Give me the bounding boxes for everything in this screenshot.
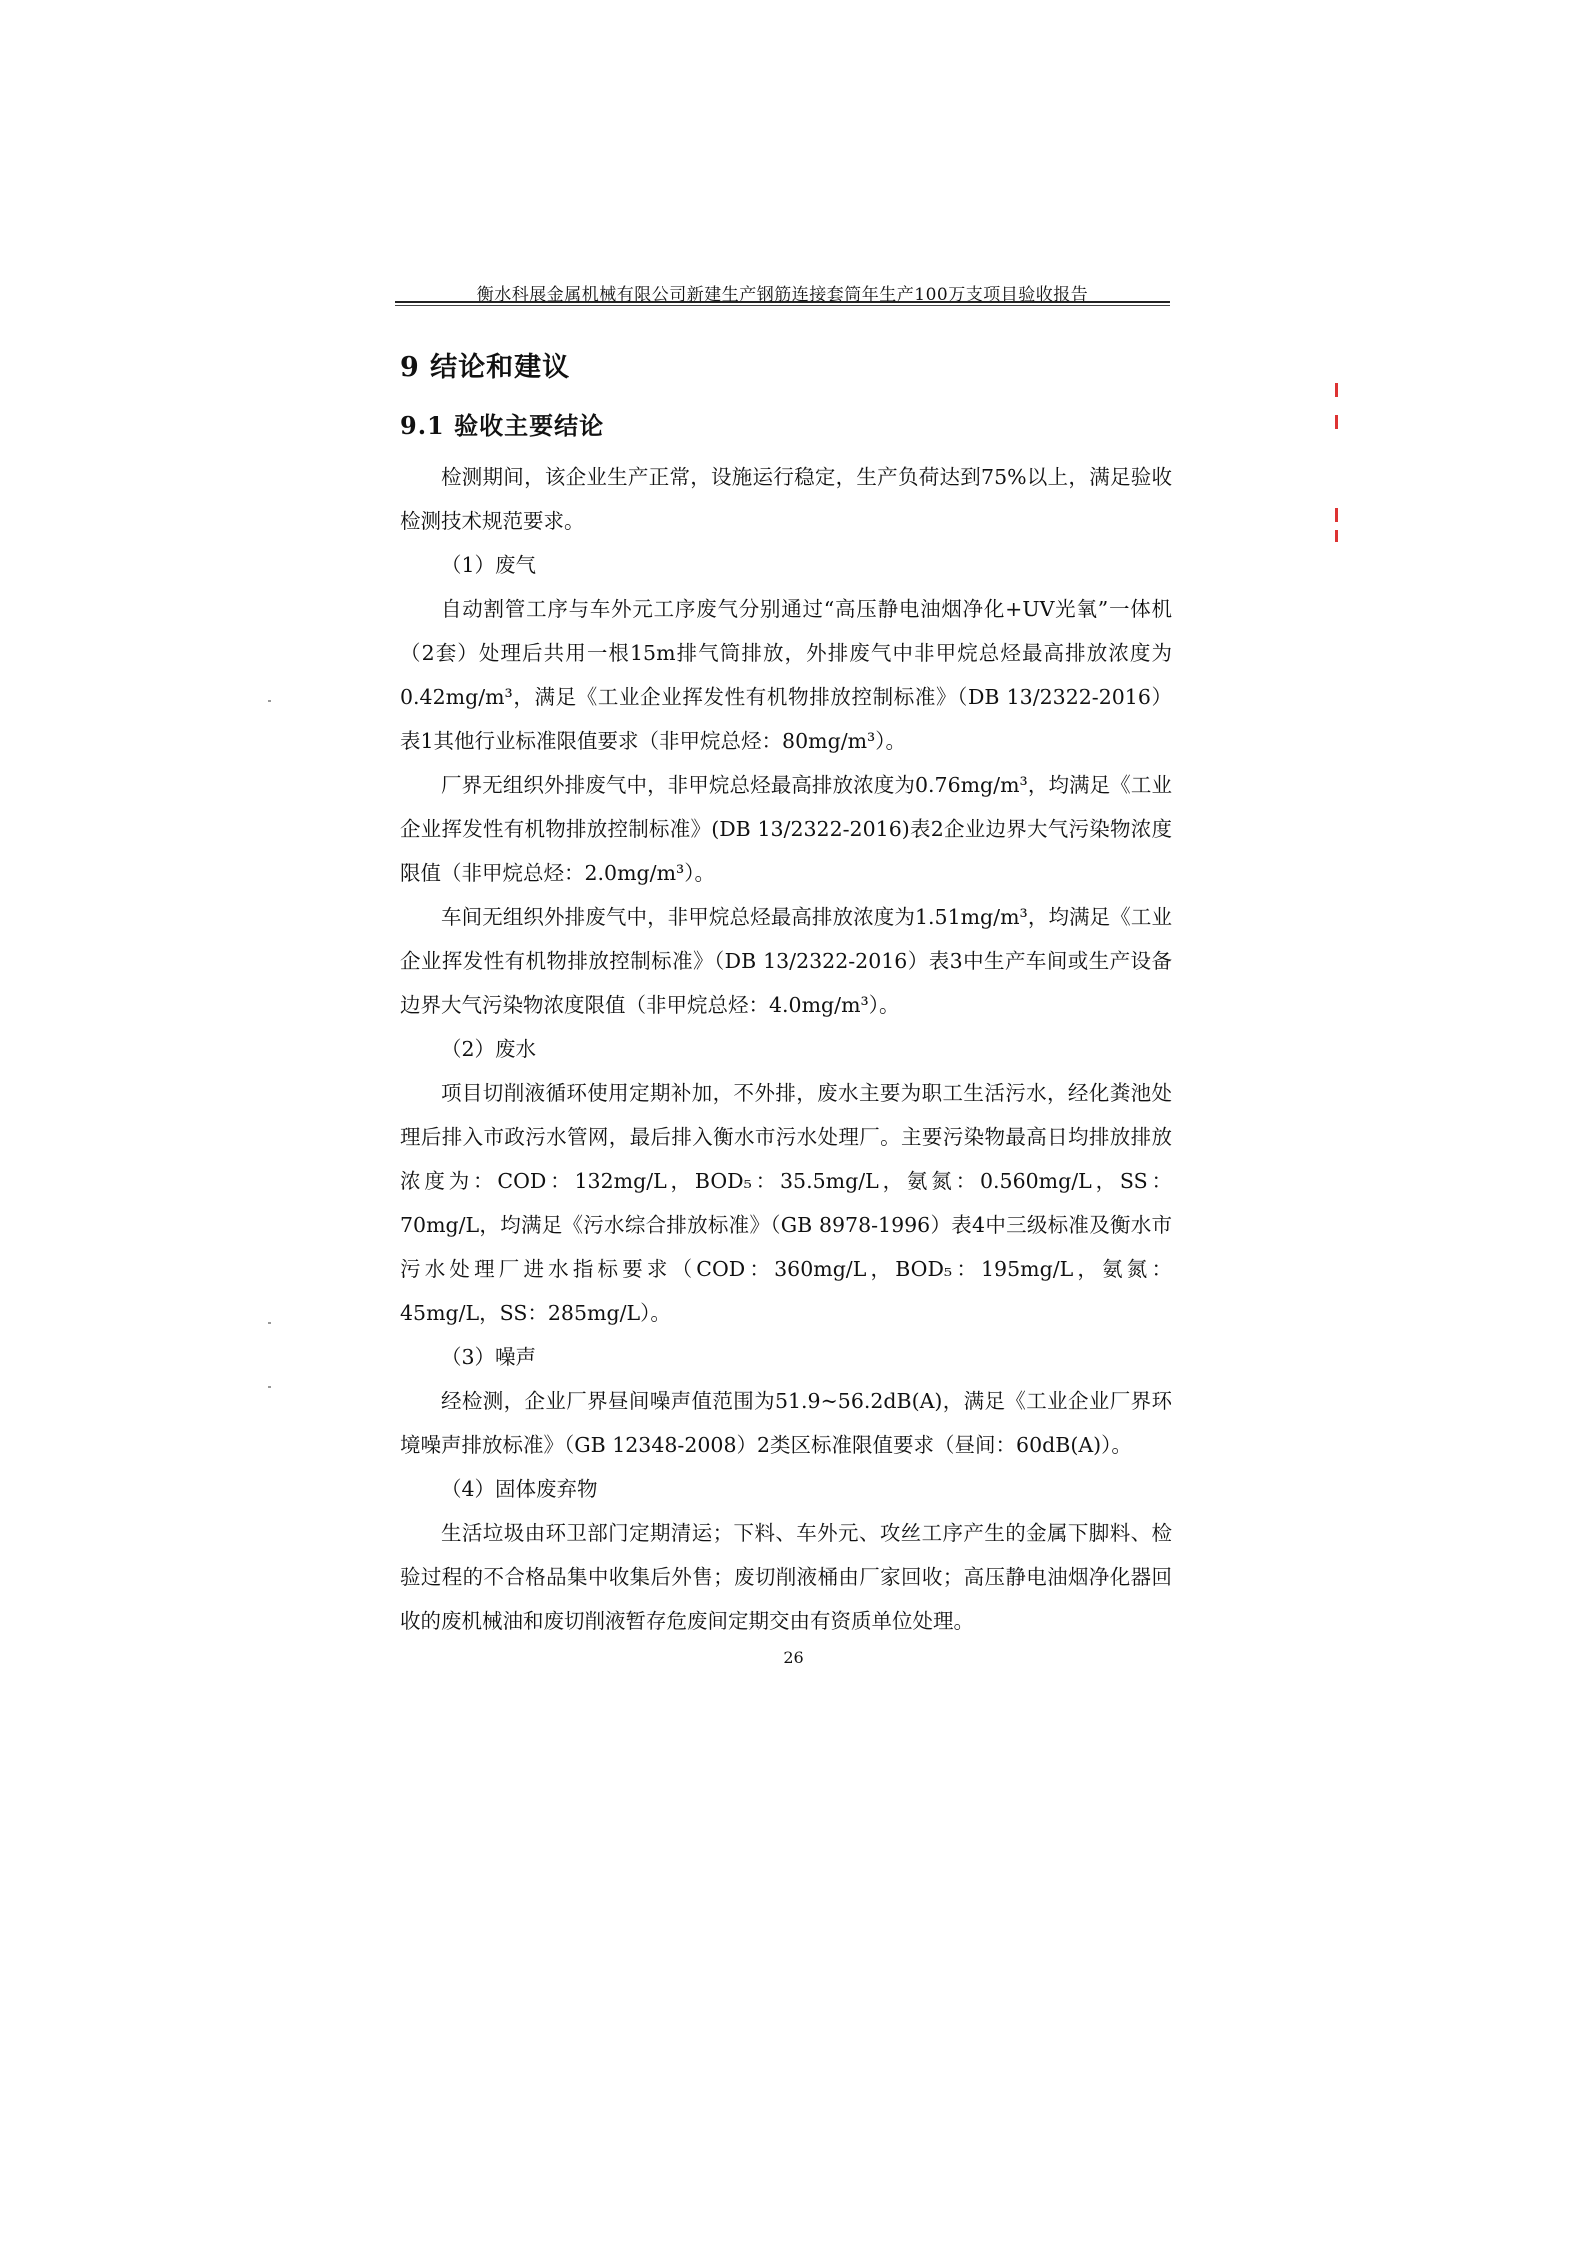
solid-waste-heading: （4）固体废弃物	[441, 1477, 598, 1501]
scan-mark	[1335, 508, 1338, 522]
solid-waste-paragraph: 生活垃圾由环卫部门定期清运；下料、车外元、攻丝工序产生的金属下脚料、检验过程的不合格品集中收集后外售；废切削液桶由厂家回收；高压静电油烟净化器回收的废机械油和废切削液暂存危废间定期交由有资质单位处理。	[400, 1521, 1172, 1633]
noise-paragraph: 经检测，企业厂界昼间噪声值范围为51.9~56.2dB(A)，满足《工业企业厂界环境噪声排放标准》（GB 12348-2008）2类区标准限值要求（昼间：60dB(A)）。	[400, 1389, 1172, 1457]
gas-heading: （1）废气	[441, 553, 537, 577]
scan-speck	[268, 1322, 271, 1324]
scan-mark	[1335, 530, 1338, 542]
scan-speck	[268, 700, 271, 702]
page-number: 26	[783, 1648, 804, 1667]
scan-mark	[1335, 415, 1338, 429]
body-text	[400, 455, 1172, 1643]
scan-mark	[1335, 383, 1338, 397]
gas-paragraph-3: 车间无组织外排废气中，非甲烷总烃最高排放浓度为1.51mg/m³，均满足《工业企业挥发性有机物排放控制标准》（DB 13/2322-2016）表3中生产车间或生产设备边界大气污染物浓度限值（非甲烷总烃：4.0mg/m³）。	[400, 905, 1172, 1017]
water-paragraph: 项目切削液循环使用定期补加，不外排，废水主要为职工生活污水，经化粪池处理后排入市政污水管网，最后排入衡水市污水处理厂。主要污染物最高日均排放排放浓度为：COD：132mg/L，BOD₅：35.5mg/L，氨氮：0.560mg/L，SS：70mg/L，均满足《污水综合排放标准》（GB 8978-1996）表4中三级标准及衡水市污水处理厂进水指标要求（COD：360mg/L，BOD₅：195mg/L，氨氮：45mg/L，SS：285mg/L）。	[400, 1081, 1172, 1325]
running-header: 衡水科展金属机械有限公司新建生产钢筋连接套筒年生产100万支项目验收报告	[476, 285, 1089, 305]
section-heading: 9.1 验收主要结论	[400, 411, 605, 440]
scan-speck	[268, 1386, 271, 1388]
chapter-heading: 9 结论和建议	[400, 352, 571, 383]
gas-paragraph-2: 厂界无组织外排废气中，非甲烷总烃最高排放浓度为0.76mg/m³，均满足《工业企业挥发性有机物排放控制标准》(DB 13/2322-2016)表2企业边界大气污染物浓度限值（非甲烷总烃：2.0mg/m³）。	[400, 773, 1172, 885]
intro-paragraph: 检测期间，该企业生产正常，设施运行稳定，生产负荷达到75%以上，满足验收检测技术规范要求。	[400, 465, 1172, 533]
noise-heading: （3）噪声	[441, 1345, 537, 1369]
header-rule-thin	[395, 305, 1170, 306]
water-heading: （2）废水	[441, 1037, 537, 1061]
gas-paragraph-1: 自动割管工序与车外元工序废气分别通过“高压静电油烟净化+UV光氧”一体机（2套）处理后共用一根15m排气筒排放，外排废气中非甲烷总烃最高排放浓度为0.42mg/m³，满足《工业企业挥发性有机物排放控制标准》（DB 13/2322-2016）表1其他行业标准限值要求（非甲烷总烃：80mg/m³）。	[400, 597, 1172, 753]
header-rule	[395, 301, 1170, 303]
